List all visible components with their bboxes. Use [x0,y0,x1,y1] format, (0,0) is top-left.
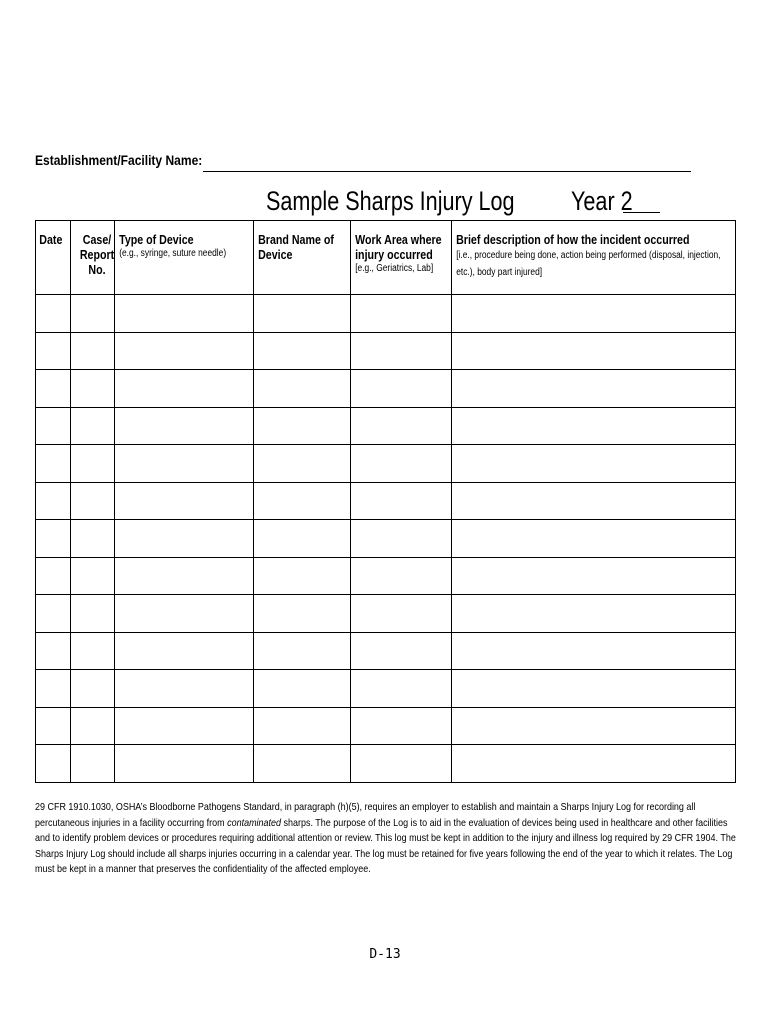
table-row [36,520,736,558]
cell-work-area[interactable] [351,295,452,333]
cell-work-area[interactable] [351,520,452,558]
cell-case-report[interactable] [71,295,115,333]
cell-device-type[interactable] [115,370,254,408]
cell-date[interactable] [36,745,71,783]
cell-case-report[interactable] [71,595,115,633]
cell-brand-name[interactable] [254,482,351,520]
cell-case-report[interactable] [71,707,115,745]
cell-work-area[interactable] [351,482,452,520]
cell-case-report[interactable] [71,520,115,558]
table-row [36,370,736,408]
cell-device-type[interactable] [115,745,254,783]
cell-case-report[interactable] [71,670,115,708]
sharps-injury-log-table [35,220,736,783]
table-row [36,670,736,708]
page-title: Sample Sharps Injury Log [266,186,515,216]
cell-device-type[interactable] [115,482,254,520]
table-row [36,557,736,595]
cell-date[interactable] [36,520,71,558]
cell-device-type[interactable] [115,520,254,558]
header-device-type-hint: (e.g., syringe, suture needle) [119,248,227,259]
year-label: Year 2 [571,186,633,216]
cell-case-report[interactable] [71,407,115,445]
cell-description[interactable] [452,295,736,333]
regulation-note-text-1: 29 CFR 1910.1030, OSHA’s Bloodborne Pathogens Standard, in paragraph (h)(5), requires an employer to establish and maintain a Sharps Injury Log for recording all percutaneous injuries in a facility occurring from [35,801,696,829]
header-brand-name [254,221,351,295]
cell-work-area[interactable] [351,670,452,708]
cell-description[interactable] [452,670,736,708]
cell-date[interactable] [36,370,71,408]
table-row [36,482,736,520]
cell-case-report[interactable] [71,370,115,408]
header-date-label: Date [39,232,63,247]
header-device-type-label: Type of Device [119,232,194,247]
cell-work-area[interactable] [351,632,452,670]
cell-brand-name[interactable] [254,332,351,370]
cell-work-area[interactable] [351,370,452,408]
cell-description[interactable] [452,745,736,783]
header-description-label: Brief description of how the incident occurred [456,232,690,247]
header-case-report [71,221,115,295]
cell-case-report[interactable] [71,632,115,670]
cell-device-type[interactable] [115,670,254,708]
establishment-label: Establishment/Facility Name: [35,152,203,168]
cell-brand-name[interactable] [254,632,351,670]
cell-work-area[interactable] [351,445,452,483]
header-brand-name-label: Brand Name of Device [258,232,334,262]
cell-brand-name[interactable] [254,407,351,445]
cell-case-report[interactable] [71,445,115,483]
cell-brand-name[interactable] [254,707,351,745]
cell-description[interactable] [452,595,736,633]
cell-device-type[interactable] [115,595,254,633]
cell-work-area[interactable] [351,707,452,745]
cell-device-type[interactable] [115,557,254,595]
cell-device-type[interactable] [115,445,254,483]
cell-date[interactable] [36,670,71,708]
cell-date[interactable] [36,595,71,633]
table-row [36,295,736,333]
header-work-area-hint: [e.g., Geriatrics, Lab] [355,263,434,274]
table-row [36,745,736,783]
cell-description[interactable] [452,482,736,520]
cell-brand-name[interactable] [254,295,351,333]
cell-device-type[interactable] [115,332,254,370]
header-device-type [115,221,254,295]
cell-date[interactable] [36,557,71,595]
cell-description[interactable] [452,407,736,445]
cell-date[interactable] [36,632,71,670]
table-body [36,295,736,783]
cell-date[interactable] [36,407,71,445]
cell-date[interactable] [36,482,71,520]
cell-work-area[interactable] [351,595,452,633]
cell-device-type[interactable] [115,295,254,333]
cell-work-area[interactable] [351,745,452,783]
cell-description[interactable] [452,707,736,745]
cell-device-type[interactable] [115,632,254,670]
year-field[interactable] [623,212,660,213]
regulation-note [35,800,736,878]
table-row [36,407,736,445]
cell-description[interactable] [452,632,736,670]
header-date [36,221,71,295]
table-row [36,595,736,633]
page-number: D-13 [369,947,401,962]
cell-description[interactable] [452,370,736,408]
cell-case-report[interactable] [71,482,115,520]
cell-brand-name[interactable] [254,445,351,483]
header-description-hint: [i.e., procedure being done, action being performed (disposal, injection, etc.), body part injured] [456,250,721,278]
cell-brand-name[interactable] [254,745,351,783]
table-header-row [36,221,736,295]
regulation-note-emphasis: contaminated [227,816,282,829]
cell-date[interactable] [36,332,71,370]
cell-case-report[interactable] [71,745,115,783]
table-row [36,445,736,483]
cell-brand-name[interactable] [254,370,351,408]
cell-device-type[interactable] [115,407,254,445]
cell-brand-name[interactable] [254,670,351,708]
cell-date[interactable] [36,707,71,745]
table-row [36,707,736,745]
header-description [452,221,736,295]
cell-description[interactable] [452,520,736,558]
table-row [36,332,736,370]
table-row [36,632,736,670]
cell-date[interactable] [36,445,71,483]
header-work-area [351,221,452,295]
cell-brand-name[interactable] [254,557,351,595]
cell-date[interactable] [36,295,71,333]
cell-case-report[interactable] [71,332,115,370]
regulation-note-text-2: sharps. The purpose of the Log is to aid in the evaluation of devices being used in healthcare and other facilities and to identify problem devices or procedures requiring additional attention or review. This log must be kept in addition to the injury and illness log required by 29 CFR 1904. The Sharps Injury Log should include all sharps injuries occurring in a calendar year. The log must be retained for five years following the end of the year to which it relates. The Log must be kept in a manner that preserves the confidentiality of the affected employee. [35,816,736,875]
cell-brand-name[interactable] [254,595,351,633]
cell-work-area[interactable] [351,557,452,595]
header-case-report-label: Case/ Report No. [79,232,115,277]
cell-case-report[interactable] [71,557,115,595]
cell-work-area[interactable] [351,332,452,370]
cell-description[interactable] [452,557,736,595]
cell-work-area[interactable] [351,407,452,445]
cell-description[interactable] [452,445,736,483]
cell-description[interactable] [452,332,736,370]
cell-brand-name[interactable] [254,520,351,558]
establishment-name-field[interactable] [203,171,691,172]
cell-device-type[interactable] [115,707,254,745]
header-work-area-label: Work Area where injury occurred [355,232,442,262]
